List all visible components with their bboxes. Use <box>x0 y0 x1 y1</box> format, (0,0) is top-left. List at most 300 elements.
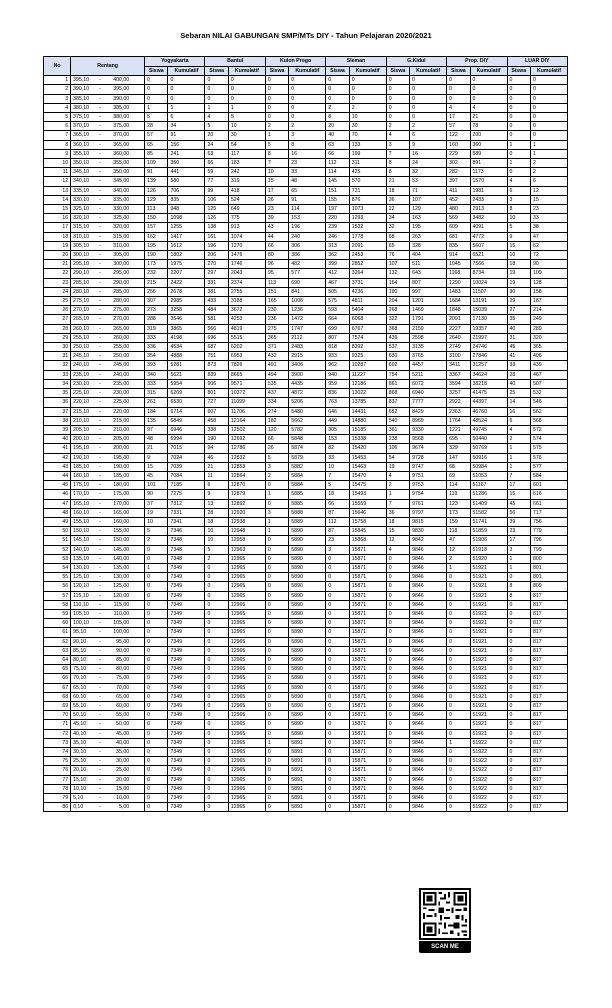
siswa-cell: 0 <box>265 784 288 793</box>
range-cell <box>71 536 145 545</box>
range-high: 50,00 <box>116 721 130 728</box>
range-separator: - <box>99 666 101 673</box>
subheader-siswa: Siswa <box>447 66 470 76</box>
siswa-cell: 458 <box>205 416 228 425</box>
siswa-cell: 0 <box>265 748 288 757</box>
table-row <box>44 370 568 379</box>
siswa-cell: 15 <box>386 527 409 536</box>
siswa-cell: 246 <box>326 232 349 241</box>
siswa-cell: 0 <box>326 554 349 563</box>
range-cell <box>71 499 145 508</box>
kumulatif-cell: 51921 <box>470 573 507 582</box>
siswa-cell: 206 <box>205 251 228 260</box>
kumulatif-cell: 10024 <box>470 278 507 287</box>
kumulatif-cell: 6849 <box>168 416 205 425</box>
kumulatif-cell: 7349 <box>168 692 205 701</box>
range-low: 370,10 <box>73 123 89 130</box>
row-number: 77 <box>44 775 71 784</box>
siswa-cell: 165 <box>265 297 288 306</box>
kumulatif-cell: 6068 <box>349 315 386 324</box>
range-cell <box>71 232 145 241</box>
kumulatif-cell: 12965 <box>228 766 265 775</box>
kumulatif-cell: 9674 <box>410 444 447 453</box>
range-high: 165,00 <box>113 509 130 516</box>
siswa-cell: 0 <box>145 738 168 747</box>
table-row <box>44 241 568 250</box>
kumulatif-cell: 817 <box>530 702 567 711</box>
siswa-cell: 0 <box>447 794 470 803</box>
table-row <box>44 131 568 140</box>
kumulatif-cell: 7349 <box>168 563 205 572</box>
table-row <box>44 251 568 260</box>
siswa-cell: 0 <box>265 103 288 112</box>
siswa-cell: 0 <box>447 655 470 664</box>
table-row <box>44 103 568 112</box>
row-number: 31 <box>44 352 71 361</box>
kumulatif-cell: 1201 <box>410 297 447 306</box>
header-rentang: Rentang <box>71 57 145 76</box>
siswa-cell: 0 <box>386 573 409 582</box>
kumulatif-cell: 562 <box>530 407 567 416</box>
range-separator: - <box>99 160 101 167</box>
kumulatif-cell: 7349 <box>168 720 205 729</box>
kumulatif-cell: 51906 <box>470 536 507 545</box>
siswa-cell: 0 <box>447 665 470 674</box>
siswa-cell: 20 <box>326 122 349 131</box>
kumulatif-cell: 1006 <box>289 297 326 306</box>
row-number: 34 <box>44 379 71 388</box>
siswa-cell: 36 <box>386 195 409 204</box>
kumulatif-cell: 12965 <box>228 582 265 591</box>
siswa-cell: 0 <box>386 591 409 600</box>
kumulatif-cell: 577 <box>289 269 326 278</box>
siswa-cell: 0 <box>265 94 288 103</box>
siswa-cell: 399 <box>326 260 349 269</box>
kumulatif-cell: 128 <box>530 278 567 287</box>
kumulatif-cell: 311 <box>349 159 386 168</box>
range-separator: - <box>99 749 101 756</box>
siswa-cell: 0 <box>145 94 168 103</box>
siswa-cell: 10 <box>205 527 228 536</box>
range-separator: - <box>99 242 101 249</box>
kumulatif-cell: 524 <box>228 195 265 204</box>
table-row <box>44 563 568 572</box>
table-row <box>44 425 568 434</box>
siswa-cell: 0 <box>447 674 470 683</box>
siswa-cell: 0 <box>145 554 168 563</box>
siswa-cell: 59 <box>205 168 228 177</box>
siswa-cell: 0 <box>386 720 409 729</box>
kumulatif-cell: 129 <box>410 205 447 214</box>
row-number: 6 <box>44 122 71 131</box>
siswa-cell: 0 <box>145 766 168 775</box>
kumulatif-cell: 15559 <box>349 499 386 508</box>
header-no: No <box>44 57 71 76</box>
kumulatif-cell: 7349 <box>168 784 205 793</box>
siswa-cell: 322 <box>386 315 409 324</box>
kumulatif-cell: 133 <box>349 140 386 149</box>
kumulatif-cell: 12948 <box>228 527 265 536</box>
kumulatif-cell: 12864 <box>228 471 265 480</box>
siswa-cell: 6 <box>205 481 228 490</box>
kumulatif-cell: 7348 <box>168 554 205 563</box>
kumulatif-cell: 6767 <box>349 324 386 333</box>
range-low: 140,10 <box>73 546 89 553</box>
table-row <box>44 85 568 94</box>
siswa-cell: 0 <box>326 692 349 701</box>
siswa-cell: 15 <box>145 462 168 471</box>
kumulatif-cell: 6269 <box>168 389 205 398</box>
siswa-cell: 10 <box>145 517 168 526</box>
kumulatif-cell: 5890 <box>289 711 326 720</box>
kumulatif-cell: 4091 <box>470 223 507 232</box>
siswa-cell: 751 <box>205 352 228 361</box>
kumulatif-cell: 51409 <box>470 499 507 508</box>
table-row <box>44 683 568 692</box>
siswa-cell: 0 <box>205 803 228 812</box>
siswa-cell: 0 <box>447 702 470 711</box>
kumulatif-cell: 0 <box>228 76 265 85</box>
kumulatif-cell: 7349 <box>168 573 205 582</box>
kumulatif-cell: 7346 <box>168 527 205 536</box>
range-cell <box>71 757 145 766</box>
kumulatif-cell: 0 <box>168 85 205 94</box>
range-low: 220,10 <box>73 399 89 406</box>
kumulatif-cell: 15871 <box>349 600 386 609</box>
range-cell <box>71 159 145 168</box>
siswa-cell: 607 <box>205 407 228 416</box>
row-number: 71 <box>44 720 71 729</box>
siswa-cell: 2 <box>265 122 288 131</box>
row-number: 47 <box>44 499 71 508</box>
siswa-cell: 8 <box>507 582 530 591</box>
siswa-cell: 66 <box>265 241 288 250</box>
kumulatif-cell: 5 <box>228 113 265 122</box>
kumulatif-cell: 5890 <box>289 582 326 591</box>
kumulatif-cell: 817 <box>530 628 567 637</box>
siswa-cell: 0 <box>386 76 409 85</box>
kumulatif-cell: 3672 <box>228 306 265 315</box>
siswa-cell: 581 <box>205 315 228 324</box>
range-high: 195,00 <box>113 454 130 461</box>
siswa-cell: 0 <box>205 563 228 572</box>
range-cell <box>71 748 145 757</box>
siswa-cell: 7 <box>386 499 409 508</box>
range-separator: - <box>99 77 101 84</box>
siswa-cell: 9 <box>507 232 530 241</box>
siswa-cell: 238 <box>386 435 409 444</box>
range-separator: - <box>99 629 101 636</box>
siswa-cell: 21 <box>386 177 409 186</box>
siswa-cell: 0 <box>507 655 530 664</box>
range-high: 240,00 <box>113 371 130 378</box>
kumulatif-cell: 5890 <box>289 536 326 545</box>
siswa-cell: 1 <box>507 563 530 572</box>
range-low: 195,10 <box>73 445 89 452</box>
kumulatif-cell: 5884 <box>289 471 326 480</box>
kumulatif-cell: 3546 <box>168 315 205 324</box>
range-cell <box>71 398 145 407</box>
kumulatif-cell: 1981 <box>470 186 507 195</box>
range-cell <box>71 241 145 250</box>
row-number: 75 <box>44 757 71 766</box>
siswa-cell: 873 <box>205 361 228 370</box>
kumulatif-cell: 1791 <box>410 315 447 324</box>
siswa-cell: 182 <box>265 416 288 425</box>
kumulatif-cell: 24746 <box>470 343 507 352</box>
siswa-cell: 0 <box>507 702 530 711</box>
range-low: 205,10 <box>73 426 89 433</box>
siswa-cell: 138 <box>205 223 228 232</box>
siswa-cell: 0 <box>205 646 228 655</box>
kumulatif-cell: 5888 <box>289 508 326 517</box>
siswa-cell: 0 <box>265 85 288 94</box>
siswa-cell: 26 <box>265 444 288 453</box>
table-row <box>44 702 568 711</box>
row-number: 18 <box>44 232 71 241</box>
kumulatif-cell: 34624 <box>470 370 507 379</box>
kumulatif-cell: 1417 <box>168 232 205 241</box>
siswa-cell: 914 <box>447 251 470 260</box>
kumulatif-cell: 12965 <box>228 757 265 766</box>
siswa-cell: 0 <box>265 582 288 591</box>
kumulatif-cell: 9846 <box>410 674 447 683</box>
range-low: 60,10 <box>73 693 87 700</box>
range-separator: - <box>99 610 101 617</box>
kumulatif-cell: 589 <box>470 149 507 158</box>
range-low: 95,10 <box>73 629 87 636</box>
siswa-cell: 3 <box>386 140 409 149</box>
siswa-cell: 0 <box>507 122 530 131</box>
siswa-cell: 0 <box>326 775 349 784</box>
siswa-cell: 1 <box>265 527 288 536</box>
range-separator: - <box>99 307 101 314</box>
siswa-cell: 393 <box>145 361 168 370</box>
kumulatif-cell: 5890 <box>289 655 326 664</box>
kumulatif-cell: 575 <box>530 444 567 453</box>
kumulatif-cell: 0 <box>410 94 447 103</box>
range-separator: - <box>99 767 101 774</box>
siswa-cell: 5 <box>265 140 288 149</box>
siswa-cell: 45 <box>507 499 530 508</box>
range-cell <box>71 306 145 315</box>
siswa-cell: 48 <box>145 435 168 444</box>
kumulatif-cell: 51921 <box>470 591 507 600</box>
range-high: 180,00 <box>113 482 130 489</box>
range-low: 20,10 <box>73 767 87 774</box>
kumulatif-cell: 9846 <box>410 702 447 711</box>
row-number: 20 <box>44 251 71 260</box>
siswa-cell: 5 <box>326 481 349 490</box>
siswa-cell: 0 <box>386 803 409 812</box>
range-low: 295,10 <box>73 261 89 268</box>
range-high: 45,00 <box>116 730 130 737</box>
kumulatif-cell: 41475 <box>470 389 507 398</box>
subheader-kumulatif: Kumulatif <box>410 66 447 76</box>
kumulatif-cell: 9846 <box>410 619 447 628</box>
siswa-cell: 18 <box>386 186 409 195</box>
kumulatif-cell: 12965 <box>228 702 265 711</box>
kumulatif-cell: 50916 <box>470 453 507 462</box>
table-row <box>44 757 568 766</box>
kumulatif-cell: 9846 <box>410 720 447 729</box>
kumulatif-cell: 12963 <box>228 545 265 554</box>
siswa-cell: 27 <box>507 306 530 315</box>
siswa-cell: 3 <box>507 545 530 554</box>
range-separator: - <box>99 795 101 802</box>
kumulatif-cell: 5891 <box>289 803 326 812</box>
range-low: 260,10 <box>73 325 89 332</box>
siswa-cell: 160 <box>447 140 470 149</box>
siswa-cell: 45 <box>145 471 168 480</box>
siswa-cell: 68 <box>447 462 470 471</box>
kumulatif-cell: 15758 <box>349 517 386 526</box>
siswa-cell: 484 <box>205 306 228 315</box>
table-row <box>44 665 568 674</box>
kumulatif-cell: 15871 <box>349 591 386 600</box>
range-separator: - <box>99 592 101 599</box>
kumulatif-cell: 15871 <box>349 665 386 674</box>
qr-code-icon <box>419 887 471 941</box>
siswa-cell: 0 <box>386 637 409 646</box>
siswa-cell: 933 <box>326 352 349 361</box>
row-number: 7 <box>44 131 71 140</box>
siswa-cell: 66 <box>326 499 349 508</box>
siswa-cell: 0 <box>326 803 349 812</box>
kumulatif-cell: 817 <box>530 646 567 655</box>
siswa-cell: 282 <box>447 168 470 177</box>
subheader-siswa: Siswa <box>386 66 409 76</box>
row-number: 19 <box>44 241 71 250</box>
siswa-cell: 0 <box>386 94 409 103</box>
siswa-cell: 190 <box>386 287 409 296</box>
row-number: 67 <box>44 683 71 692</box>
kumulatif-cell: 5890 <box>289 683 326 692</box>
range-low: 25,10 <box>73 758 87 765</box>
siswa-cell: 0 <box>386 757 409 766</box>
range-low: 145,10 <box>73 537 89 544</box>
siswa-cell: 0 <box>145 619 168 628</box>
range-cell <box>71 343 145 352</box>
range-cell <box>71 333 145 342</box>
kumulatif-cell: 12965 <box>228 665 265 674</box>
range-cell <box>71 655 145 664</box>
row-number: 40 <box>44 435 71 444</box>
kumulatif-cell: 439 <box>530 361 567 370</box>
row-number: 14 <box>44 195 71 204</box>
siswa-cell: 692 <box>386 361 409 370</box>
range-cell <box>71 278 145 287</box>
range-cell <box>71 766 145 775</box>
kumulatif-cell: 7349 <box>168 775 205 784</box>
range-low: 185,10 <box>73 463 89 470</box>
siswa-cell: 4 <box>447 103 470 112</box>
kumulatif-cell: 4872 <box>289 389 326 398</box>
siswa-cell: 268 <box>386 306 409 315</box>
kumulatif-cell: 3731 <box>349 278 386 287</box>
siswa-cell: 54 <box>386 453 409 462</box>
kumulatif-cell: 5515 <box>228 333 265 342</box>
siswa-cell: 106 <box>205 195 228 204</box>
siswa-cell: 94 <box>205 444 228 453</box>
siswa-cell: 122 <box>447 131 470 140</box>
siswa-cell: 338 <box>205 425 228 434</box>
kumulatif-cell: 9846 <box>410 554 447 563</box>
row-number: 24 <box>44 287 71 296</box>
range-high: 80,00 <box>116 666 130 673</box>
table-row <box>44 536 568 545</box>
range-separator: - <box>99 187 101 194</box>
siswa-cell: 0 <box>507 711 530 720</box>
subheader-siswa: Siswa <box>326 66 349 76</box>
kumulatif-cell: 10 <box>228 122 265 131</box>
siswa-cell: 0 <box>205 655 228 664</box>
range-cell <box>71 149 145 158</box>
kumulatif-cell: 799 <box>530 545 567 554</box>
range-separator: - <box>99 316 101 323</box>
range-low: 235,10 <box>73 371 89 378</box>
kumulatif-cell: 14880 <box>349 416 386 425</box>
kumulatif-cell: 14431 <box>349 407 386 416</box>
row-number: 49 <box>44 517 71 526</box>
range-cell <box>71 407 145 416</box>
kumulatif-cell: 11507 <box>470 287 507 296</box>
siswa-cell: 91 <box>145 168 168 177</box>
range-low: 170,10 <box>73 491 89 498</box>
kumulatif-cell: 33 <box>289 168 326 177</box>
siswa-cell: 5 <box>145 527 168 536</box>
range-separator: - <box>99 555 101 562</box>
range-separator: - <box>99 215 101 222</box>
kumulatif-cell: 12870 <box>228 481 265 490</box>
siswa-cell: 114 <box>447 481 470 490</box>
siswa-cell: 2227 <box>447 324 470 333</box>
siswa-cell: 0 <box>265 619 288 628</box>
kumulatif-cell: 5890 <box>289 527 326 536</box>
siswa-cell: 0 <box>507 94 530 103</box>
kumulatif-cell: 2207 <box>168 269 205 278</box>
siswa-cell: 0 <box>507 168 530 177</box>
kumulatif-cell: 12692 <box>228 435 265 444</box>
siswa-cell: 313 <box>326 241 349 250</box>
siswa-cell: 1 <box>507 462 530 471</box>
row-number: 16 <box>44 214 71 223</box>
siswa-cell: 0 <box>205 720 228 729</box>
kumulatif-cell: 997 <box>410 287 447 296</box>
siswa-cell: 494 <box>265 370 288 379</box>
siswa-cell: 273 <box>145 306 168 315</box>
range-high: 145,00 <box>113 546 130 553</box>
row-number: 65 <box>44 665 71 674</box>
row-number: 38 <box>44 416 71 425</box>
siswa-cell: 2 <box>265 471 288 480</box>
siswa-cell: 336 <box>145 343 168 352</box>
table-row <box>44 591 568 600</box>
siswa-cell: 220 <box>326 214 349 223</box>
siswa-cell: 3367 <box>447 370 470 379</box>
row-number: 45 <box>44 481 71 490</box>
row-number: 30 <box>44 343 71 352</box>
siswa-cell: 0 <box>265 637 288 646</box>
kumulatif-cell: 5885 <box>289 499 326 508</box>
kumulatif-cell: 51918 <box>470 545 507 554</box>
kumulatif-cell: 7349 <box>168 637 205 646</box>
table-row <box>44 462 568 471</box>
kumulatif-cell: 1570 <box>470 177 507 186</box>
range-low: 385,10 <box>73 95 89 102</box>
subheader-siswa: Siswa <box>205 66 228 76</box>
kumulatif-cell: 9846 <box>410 766 447 775</box>
